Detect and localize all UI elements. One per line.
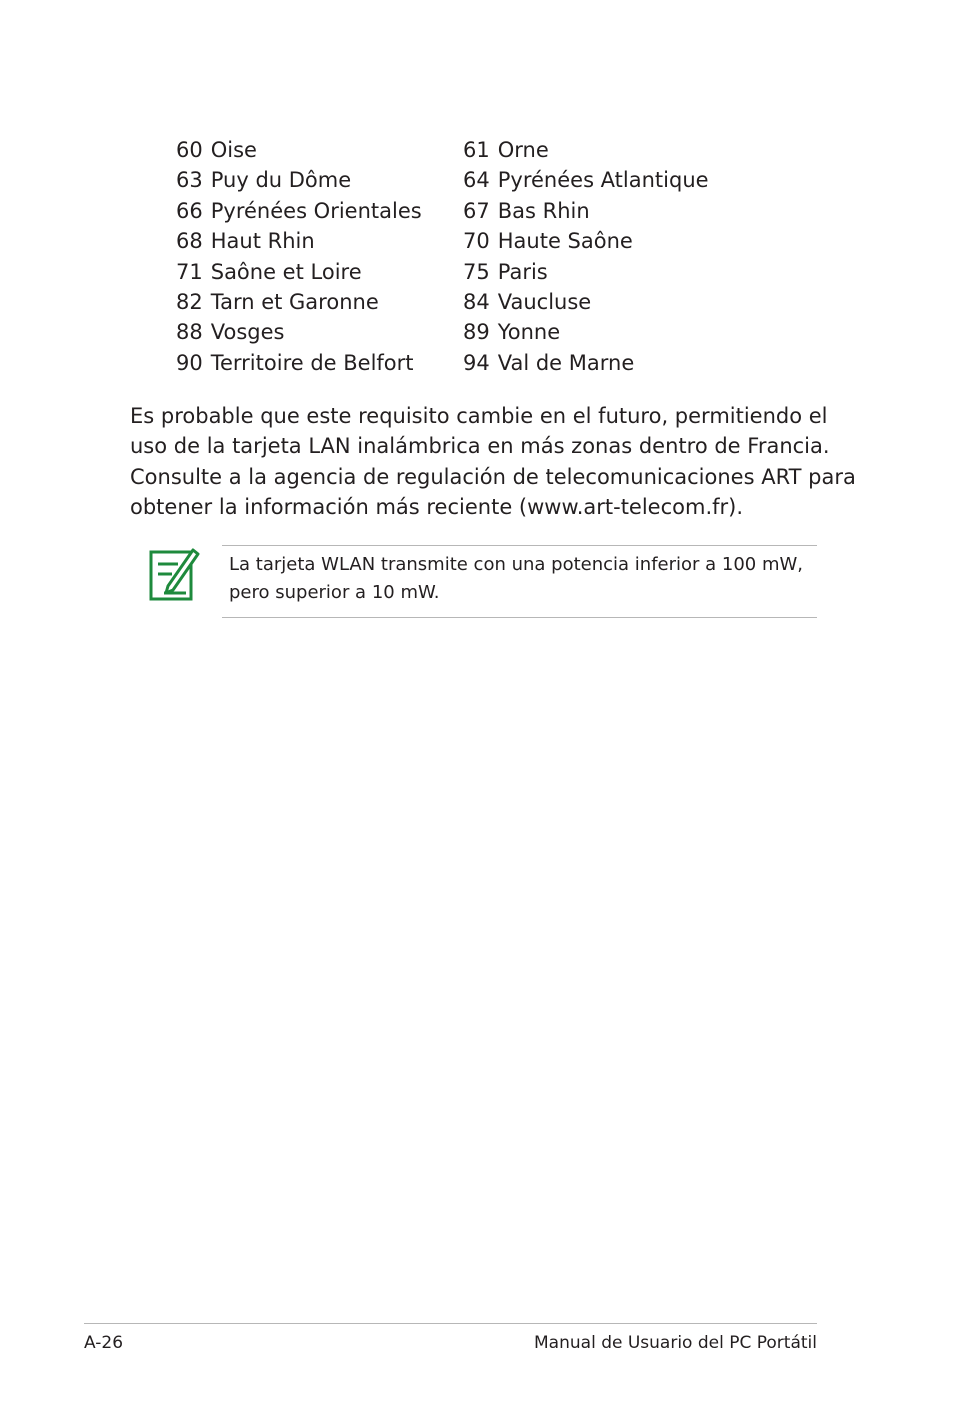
department-name: Saône et Loire: [210, 259, 362, 284]
department-number: 63: [176, 168, 203, 193]
department-number: 67: [463, 198, 490, 223]
footer-divider: [84, 1323, 817, 1324]
department-number: 82: [176, 289, 203, 314]
department-number: 66: [176, 198, 203, 223]
department-number: 70: [463, 229, 490, 254]
department-entry: [463, 196, 590, 226]
department-name: Oise: [210, 138, 257, 162]
department-row: [176, 226, 736, 256]
page-number: A-26: [84, 1333, 124, 1353]
department-number: 90: [176, 350, 203, 375]
department-name: Puy du Dôme: [210, 168, 352, 193]
department-number: 68: [176, 229, 203, 254]
department-entry: [176, 135, 257, 165]
department-number: 60: [176, 138, 203, 162]
note-bottom-divider: [222, 617, 817, 618]
department-name: Haut Rhin: [210, 229, 315, 254]
department-row: [176, 287, 736, 317]
department-row: [176, 348, 736, 378]
note-top-divider: [222, 545, 817, 546]
department-entry: [176, 287, 379, 317]
department-entry: [176, 257, 362, 287]
department-entry: [463, 135, 549, 165]
manual-title: Manual de Usuario del PC Portátil: [534, 1333, 817, 1353]
department-entry: [176, 165, 351, 195]
department-number: 89: [463, 320, 490, 345]
paragraph-line: Consulte a la agencia de regulación de telecomunicaciones ART para: [130, 464, 856, 489]
department-entry: [176, 196, 422, 226]
paragraph-line: obtener la información más reciente (www.art-telecom.fr).: [130, 495, 744, 520]
department-name: Pyrénées Orientales: [210, 198, 422, 223]
department-entry: [463, 317, 560, 347]
department-number: 61: [463, 138, 490, 162]
department-name: Yonne: [497, 320, 561, 345]
department-entry: [463, 257, 548, 287]
department-name: Paris: [497, 259, 548, 284]
department-name: Tarn et Garonne: [210, 289, 379, 314]
department-row: [176, 317, 736, 347]
department-row: [176, 165, 736, 195]
department-entry: [176, 317, 284, 347]
department-name: Vosges: [210, 320, 285, 345]
department-name: Orne: [497, 138, 549, 162]
department-name: Vaucluse: [497, 289, 592, 314]
department-number: 64: [463, 168, 490, 193]
department-name: Territoire de Belfort: [210, 350, 414, 375]
department-name: Pyrénées Atlantique: [497, 168, 709, 193]
department-name: Val de Marne: [497, 350, 635, 375]
department-number: 94: [463, 350, 490, 375]
paragraph-line: uso de la tarjeta LAN inalámbrica en más zonas dentro de Francia.: [130, 434, 830, 459]
note-pencil-icon: [146, 544, 200, 604]
department-number: 84: [463, 289, 490, 314]
department-list: [176, 135, 736, 378]
note-text: [229, 551, 819, 607]
paragraph-line: Es probable que este requisito cambie en el futuro, permitiendo el: [130, 404, 828, 428]
department-entry: [176, 348, 414, 378]
note-line: pero superior a 10 mW.: [229, 582, 440, 603]
department-row: [176, 257, 736, 287]
department-number: 75: [463, 259, 490, 284]
department-entry: [463, 287, 591, 317]
department-name: Haute Saône: [497, 229, 633, 254]
body-paragraph: [130, 401, 856, 523]
department-row: [176, 135, 736, 165]
department-number: 88: [176, 320, 203, 345]
department-entry: [463, 226, 633, 256]
department-number: 71: [176, 259, 203, 284]
department-entry: [176, 226, 315, 256]
department-entry: [463, 348, 634, 378]
department-row: [176, 196, 736, 226]
note-line: La tarjeta WLAN transmite con una potencia inferior a 100 mW,: [229, 554, 804, 575]
department-entry: [463, 165, 709, 195]
department-name: Bas Rhin: [497, 198, 590, 223]
